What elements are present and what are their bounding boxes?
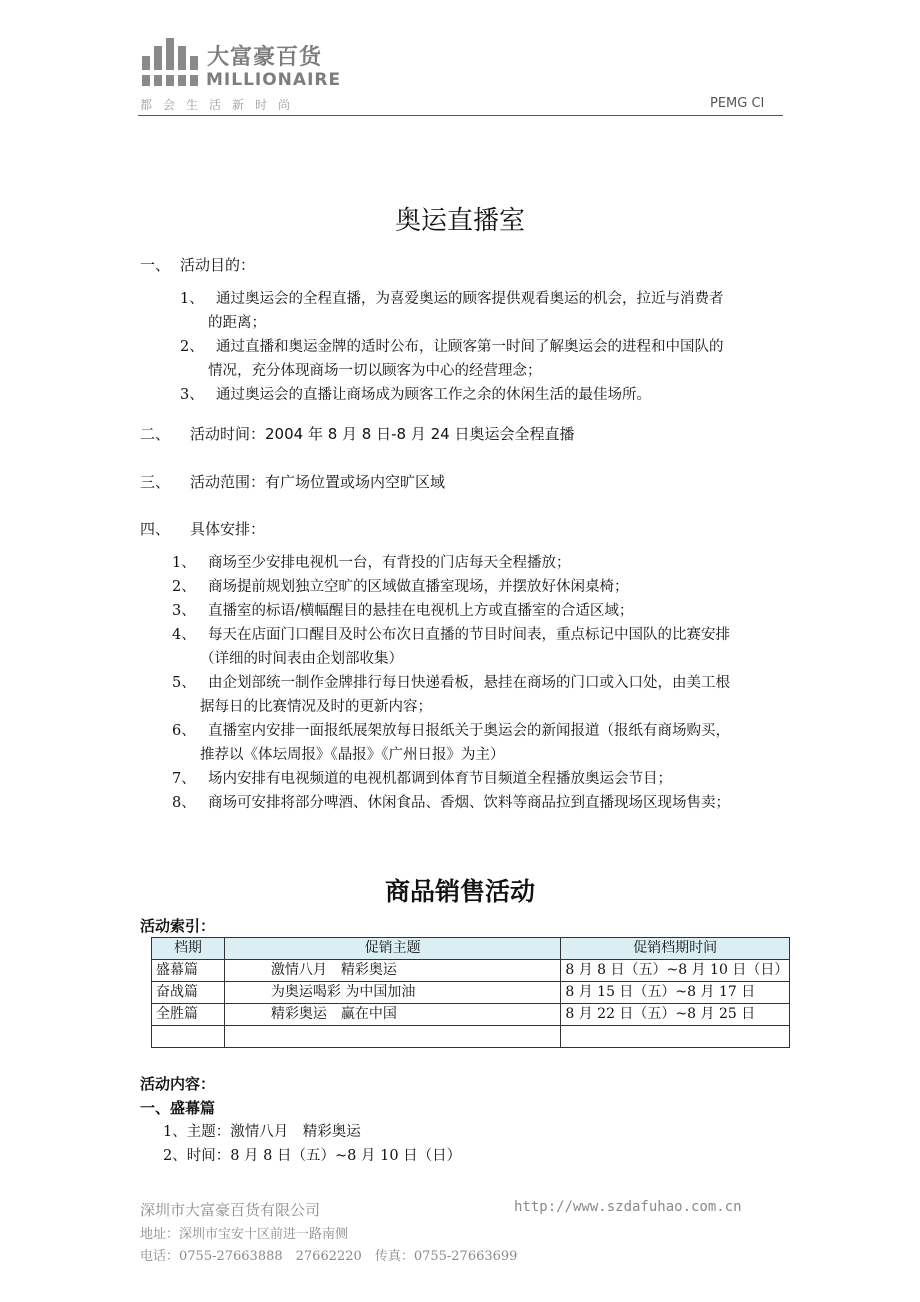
list-item: 1、主题：激情八月 精彩奥运 <box>163 1124 361 1140</box>
list-item: 4、 每天在店面门口醒目及时公布次日直播的节目时间表，重点标记中国队的比赛安排 <box>172 627 730 643</box>
table-cell: 精彩奥运 赢在中国 <box>224 1004 560 1026</box>
table-cell: 激情八月 精彩奥运 <box>224 960 560 982</box>
table-cell: 为奥运喝彩 为中国加油 <box>224 982 560 1004</box>
section-number: 一、 <box>140 256 171 274</box>
table-cell <box>224 1026 560 1048</box>
table-cell <box>561 1026 790 1048</box>
list-item: 1、 商场至少安排电视机一台，有背投的门店每天全程播放； <box>172 555 571 571</box>
section-number: 二、 <box>140 425 171 443</box>
table-header-cell: 档期 <box>152 938 225 960</box>
list-item-continuation: 的距离； <box>208 315 266 331</box>
part-one-heading: 一、盛幕篇 <box>140 1099 216 1117</box>
footer-company: 深圳市大富豪百货有限公司 <box>140 1201 321 1219</box>
list-item: 5、 由企划部统一制作金牌排行每日快递看板，悬挂在商场的门口或入口处，由美工根 <box>172 675 730 691</box>
section-heading-4 <box>140 518 265 539</box>
list-item: 2、时间：8 月 8 日（五）~8 月 10 日（日） <box>163 1148 462 1164</box>
list-item-continuation: 情况，充分体现商场一切以顾客为中心的经营理念； <box>208 363 542 379</box>
table-row <box>152 1004 790 1026</box>
list-item-continuation: （详细的时间表由企划部收集） <box>200 651 403 667</box>
section-label: 具体安排： <box>190 520 266 538</box>
arrangement-list <box>172 551 792 815</box>
header-divider <box>138 115 783 116</box>
index-label: 活动索引： <box>140 917 216 935</box>
list-item: 8、 商场可安排将部分啤酒、休闲食品、香烟、饮料等商品拉到直播现场区现场售卖； <box>172 795 730 811</box>
section-heading-3 <box>140 471 445 492</box>
table-cell: 全胜篇 <box>152 1004 225 1026</box>
logo-chinese-name: 大富豪百货 <box>207 45 323 70</box>
section-heading-2 <box>140 423 574 444</box>
part-one-list <box>163 1120 461 1168</box>
content-label: 活动内容： <box>140 1075 216 1093</box>
table-cell: 8 月 8 日（五）~8 月 10 日（日） <box>561 960 790 982</box>
list-item: 6、 直播室内安排一面报纸展架放每日报纸关于奥运会的新闻报道（报纸有商场购买， <box>172 723 730 739</box>
table-row <box>152 960 790 982</box>
table-header-row <box>152 938 790 960</box>
purpose-list <box>180 287 800 407</box>
table-cell: 8 月 15 日（五）~8 月 17 日 <box>561 982 790 1004</box>
table-header-cell: 促销主题 <box>224 938 560 960</box>
section-heading-1 <box>140 254 255 275</box>
footer-url[interactable]: http://www.szdafuhao.com.cn <box>514 1199 742 1215</box>
sales-title: 商品销售活动 <box>384 877 535 906</box>
list-item-continuation: 推荐以《体坛周报》《晶报》《广州日报》为主） <box>200 747 505 763</box>
section-number: 三、 <box>140 473 171 491</box>
table-header-cell: 促销档期时间 <box>561 938 790 960</box>
table-cell <box>152 1026 225 1048</box>
list-item: 3、 直播室的标语/横幅醒目的悬挂在电视机上方或直播室的合适区域； <box>172 603 634 619</box>
table-cell: 8 月 22 日（五）~8 月 25 日 <box>561 1004 790 1026</box>
table-cell: 奋战篇 <box>152 982 225 1004</box>
list-item: 2、 通过直播和奥运金牌的适时公布，让顾客第一时间了解奥运会的进程和中国队的 <box>180 339 724 355</box>
table-cell: 盛幕篇 <box>152 960 225 982</box>
section-number: 四、 <box>140 520 171 538</box>
table-row <box>152 982 790 1004</box>
logo-english-name: MILLIONAIRE <box>206 70 342 90</box>
millionaire-logo-mark <box>140 36 200 88</box>
list-item: 7、 场内安排有电视频道的电视机都调到体育节目频道全程播放奥运会节目； <box>172 771 672 787</box>
section-label: 活动范围：有广场位置或场内空旷区域 <box>190 473 446 491</box>
list-item: 1、 通过奥运会的全程直播，为喜爱奥运的顾客提供观看奥运的机会，拉近与消费者 <box>180 291 724 307</box>
document-code: PEMG CI <box>710 96 765 111</box>
footer-address: 地址：深圳市宝安十区前进一路南侧 <box>140 1227 349 1242</box>
list-item: 2、 商场提前规划独立空旷的区域做直播室现场，并摆放好休闲桌椅； <box>172 579 629 595</box>
promotion-index-table <box>151 937 790 1048</box>
table-row <box>152 1026 790 1048</box>
list-item: 3、 通过奥运会的直播让商场成为顾客工作之余的休闲生活的最佳场所。 <box>180 387 651 403</box>
footer-phone: 电话：0755-27663888 27662220 传真：0755-27663699 <box>140 1249 518 1264</box>
section-label: 活动目的： <box>180 256 256 274</box>
list-item-continuation: 据每日的比赛情况及时的更新内容； <box>200 699 432 715</box>
section-label: 活动时间：2004 年 8 月 8 日-8 月 24 日奥运会全程直播 <box>190 425 575 443</box>
slogan: 都会生活新时尚 <box>140 98 302 112</box>
document-title: 奥运直播室 <box>394 206 525 236</box>
